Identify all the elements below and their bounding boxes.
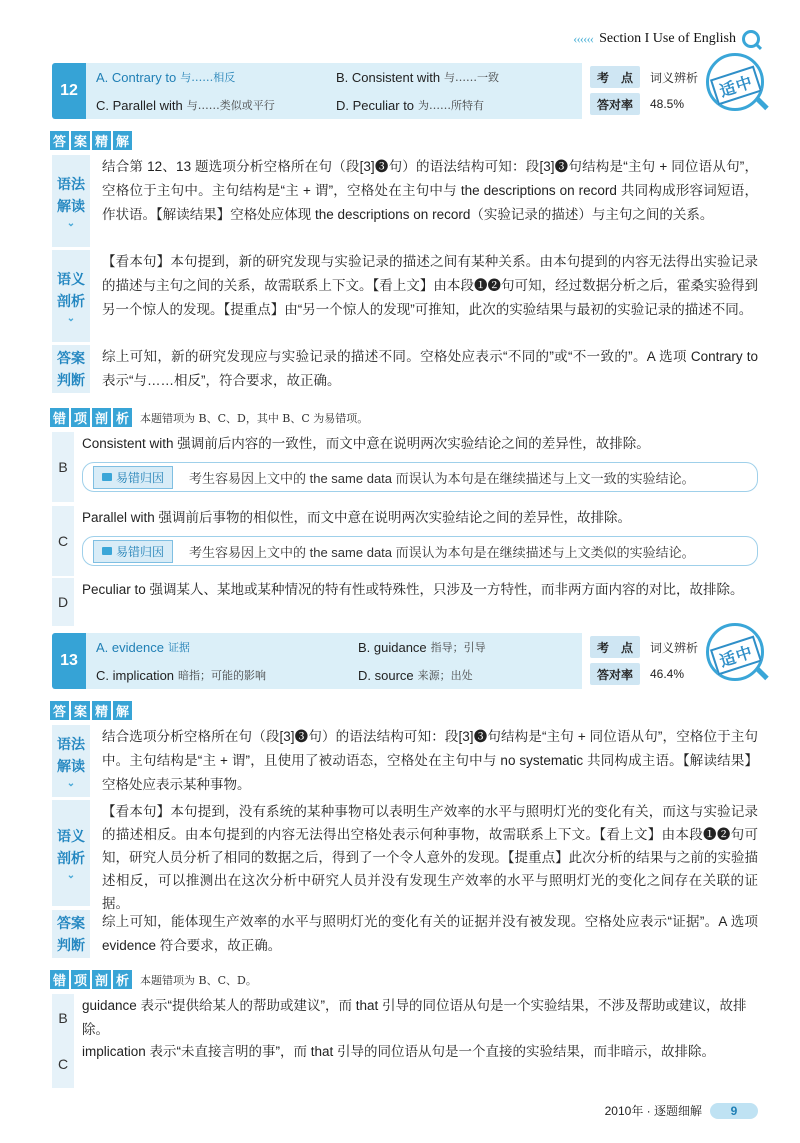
magnifier-logo-icon [742,30,760,48]
grammar-analysis [52,155,758,247]
option-letter: D [52,578,74,626]
semantic-label: 语义剖析 ⌄ [52,250,90,342]
wrong-option-c [52,1040,758,1088]
option-c: C. Parallel with 与……类似或平行 [96,97,275,113]
error-tag: 易错归因 [93,540,173,563]
option-text: implication 表示“未直接言明的事”，而 that 引导的同位语从句是一个直接的实验结果，而非暗示，故排除。 [82,1044,716,1059]
option-d: D. source 来源；出处 [358,667,473,683]
grammar-label: 语法解读 ⌄ [52,155,90,247]
semantic-analysis [52,800,758,911]
option-d: D. Peculiar to 为……所特有 [336,97,485,113]
note-icon [102,547,112,555]
wrong-options-title: 错 项 剖 析 本题错项为 B、C、D，其中 B、C 为易错项。 [50,408,368,427]
wrong-note: 本题错项为 B、C、D。 [140,973,257,987]
option-b: B. Consistent with 与……一致 [336,69,500,85]
wrong-option-b [52,994,758,1042]
grammar-analysis [52,725,758,797]
answer-judgment [52,910,758,958]
rate-value: 46.4% [650,667,685,681]
point-label: 考 点 [590,66,640,88]
error-tag: 易错归因 [93,466,173,489]
page-number: 9 [710,1103,758,1119]
error-reason-box [82,536,758,566]
error-reason: 考生容易因上文中的 the same data 而误认为本句是在继续描述与上文类似的实验结论。 [189,544,695,560]
question-options [86,633,582,689]
difficulty-stamp-icon: 适中 [706,623,764,681]
grammar-label: 语法解读 ⌄ [52,725,90,797]
page-footer [605,1102,758,1119]
option-letter: B [52,432,74,502]
answer-explanation-title: 答 案 精 解 [50,131,134,150]
judgment-label: 答案判断 [52,910,90,958]
option-text: Peculiar to 强调某人、某地或某种情况的特有性或特殊性，只涉及一方特性，而非两方面内容的对比，故排除。 [82,582,744,597]
error-reason: 考生容易因上文中的 the same data 而误认为本句是在继续描述与上文一致的实验结论。 [189,470,695,486]
option-b: B. guidance 指导；引导 [358,639,486,655]
rate-value: 48.5% [650,97,685,111]
question-12-header [52,63,758,119]
note-icon [102,473,112,481]
grammar-text: 结合选项分析空格所在句（段[3]❸句）的语法结构可知：段[3]❸句结构是“主句 + 同位语从句”，空格位于主句中。主句结构是“主 + 谓”，且使用了被动语态，空格处在主句中与 no systematic 共同构成主语。【解读结果】空格处应表示某种事物。 [102,729,758,792]
section-title: Section I Use of English [599,31,736,46]
grammar-text: 结合第 12、13 题选项分析空格所在句（段[3]❸句）的语法结构可知：段[3]❸句结构是“主句 + 同位语从句”，空格位于主句中。主句结构是“主 + 谓”，空格处在主句中与 the descriptions on record 共同构成形容词短语，作状语。【解读结果】空格处应体现 the descriptions on record（实验记录的描述）与主句之间的关系。 [102,159,758,222]
option-text: Parallel with 强调前后事物的相似性，而文中意在说明两次实验结论之间的差异性，故排除。 [82,510,632,525]
option-a: A. Contrary to 与……相反 [96,69,236,85]
option-letter: C [52,506,74,576]
semantic-text: 【看本句】本句提到，没有系统的某种事物可以表明生产效率的水平与照明灯光的变化有关，而这与实验记录的描述相反。由本句提到的内容无法得出空格处表示何种事物，故需联系上下文。【看上文】由本段❶❷句可知，研究人员分析了相同的数据之后，得到了一个令人意外的发现。【提重点】此次分析的结果与之前的实验描述相反，可以推测出在这次分析中研究人员并没有发现生产效率的水平与照明灯光的变化之间存在关联的证据。 [102,804,758,911]
semantic-label: 语义剖析 ⌄ [52,800,90,906]
error-reason-box [82,462,758,492]
question-13-header [52,633,758,689]
option-c: C. implication 暗指；可能的影响 [96,667,267,683]
judgment-text: 综上可知，新的研究发现应与实验记录的描述不同。空格处应表示“不同的”或“不一致的”。A 选项 Contrary to 表示“与……相反”，符合要求，故正确。 [102,349,758,388]
wrong-option-b [52,432,758,502]
wrong-option-c [52,506,758,576]
answer-judgment [52,345,758,393]
rate-label: 答对率 [590,93,640,115]
semantic-analysis [52,250,758,342]
point-label: 考 点 [590,636,640,658]
page-header [573,30,760,48]
question-options [86,63,582,119]
difficulty-stamp-icon: 适中 [706,53,764,111]
option-a: A. evidence 证据 [96,639,190,655]
option-text: Consistent with 强调前后内容的一致性，而文中意在说明两次实验结论之间的差异性，故排除。 [82,436,650,451]
wrong-options-title: 错 项 剖 析 本题错项为 B、C、D。 [50,970,257,989]
judgment-text: 综上可知，能体现生产效率的水平与照明灯光的变化有关的证据并没有被发现。空格处应表示“证据”。A 选项 evidence 符合要求，故正确。 [102,914,758,953]
answer-explanation-title: 答 案 精 解 [50,701,134,720]
wrong-note: 本题错项为 B、C、D，其中 B、C 为易错项。 [140,411,369,425]
semantic-text: 【看本句】本句提到，新的研究发现与实验记录的描述之间有某种关系。由本句提到的内容无法得出实验记录的描述与主句之间的关系，故需联系上下文。【看上文】由本段❶❷句可知，经过数据分析之后，霍桑实验得到另一个惊人的发现。【提重点】由“另一个惊人的发现”可推知，此次的实验结果与最初的实验记录的描述不同。 [102,254,758,317]
point-value: 词义辨析 [650,70,699,85]
option-letter: C [52,1040,74,1088]
question-number: 13 [52,633,86,689]
judgment-label: 答案判断 [52,345,90,393]
arrows-icon: ‹‹‹‹‹‹ [573,31,594,46]
wrong-option-d [52,578,758,626]
question-number: 12 [52,63,86,119]
rate-label: 答对率 [590,663,640,685]
option-letter: B [52,994,74,1042]
option-text: guidance 表示“提供给某人的帮助或建议”，而 that 引导的同位语从句是一个实验结果，不涉及帮助或建议，故排除。 [82,998,747,1037]
footer-label: 2010年 · 逐题细解 [604,1104,702,1118]
point-value: 词义辨析 [650,640,699,655]
